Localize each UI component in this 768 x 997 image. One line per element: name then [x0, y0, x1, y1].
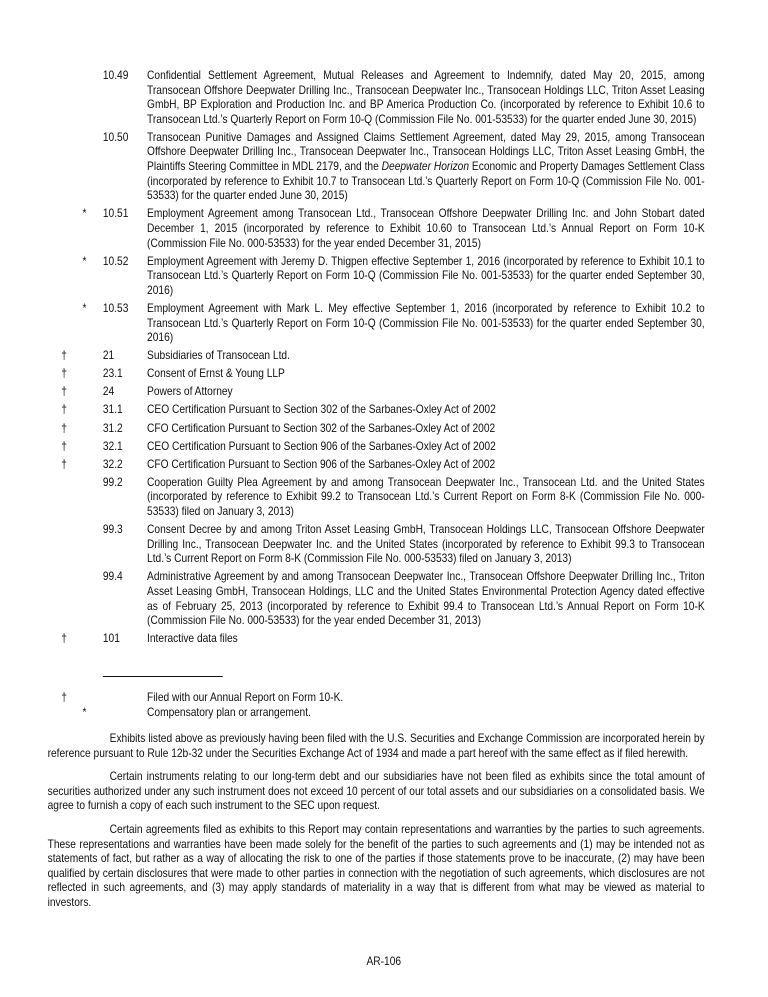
exhibit-row — [0, 68, 768, 126]
description-text: Economic and Property Damages Settlement Class (incorporated by reference to Exhibit 10.7 to Transocean Ltd.’s Quarterly Report on Form 10-Q (Commission File No. 001-53533) for the quarter ended June 30, 2015) — [147, 159, 705, 203]
exhibit-number: 31.1 — [102, 402, 123, 417]
exhibit-row — [0, 384, 768, 399]
description-text: Employment Agreement among Transocean Ltd., Transocean Offshore Deepwater Drilling Inc. and John Stobart dated December 1, 2015 (incorporated by reference to Exhibit 10.60 to Transocean Ltd.’s Annual Report on Form 10-K (Commission File No. 000-53533) for the year ended December 31, 2015) — [147, 206, 705, 250]
description-text: Interactive data files — [147, 631, 238, 646]
exhibit-description — [147, 254, 705, 298]
exhibit-marker: † — [61, 456, 67, 471]
exhibit-number: 32.1 — [102, 438, 123, 453]
description-text: Consent Decree by and among Triton Asset Leasing GmbH, Transocean Holdings LLC, Transocean Offshore Deepwater Drilling Inc., Transocean Deepwater Inc. and the United States (incorporated by reference to Exhibit 99.3 to Transocean Ltd.’s Current Report on Form 8-K (Commission File No. 000-53533) filed on January 3, 2013) — [147, 522, 705, 566]
description-italic: Deepwater Horizon — [381, 159, 470, 174]
paragraph: Certain agreements filed as exhibits to this Report may contain representations and warranties by the parties to such agreements. These representations and warranties have been made solely for the benefit of the parties to such agreements and (1) may be intended not as statements of fact, but rather as a way of allocating the risk to one of the parties if those statements prove to be inaccurate, (2) may have been qualified by certain disclosures that were made to other parties in connection with the negotiation of such agreements, which disclosures are not reflected in such agreements, and (3) may apply standards of materiality in a way that is different from what may be viewed as material to investors. — [47, 821, 705, 909]
exhibit-row — [0, 522, 768, 566]
exhibit-number: 21 — [102, 348, 115, 363]
exhibit-number: 10.52 — [102, 253, 129, 268]
exhibit-description — [147, 569, 705, 627]
exhibit-description — [147, 130, 705, 203]
exhibit-number: 99.2 — [102, 474, 123, 489]
exhibit-marker: * — [82, 253, 87, 268]
exhibit-number: 10.50 — [102, 129, 129, 144]
description-text: Subsidiaries of Transocean Ltd. — [147, 348, 290, 363]
exhibit-number: 101 — [102, 631, 120, 646]
description-text: Transocean Punitive Damages and Assigned Claims Settlement Agreement, dated May 29, 2015, among Transocean Offshore Deepwater Drilling Inc., Transocean Deepwater Inc., Transocean Holdings LLC, Triton Asset Leasing GmbH, the Plaintiffs Steering Committee in MDL 2179, and the — [147, 129, 705, 174]
description-text: CFO Certification Pursuant to Section 906 of the Sarbanes-Oxley Act of 2002 — [147, 456, 496, 471]
exhibit-row — [0, 130, 768, 203]
footnote-text: Filed with our Annual Report on Form 10-K. — [147, 690, 344, 704]
body-text — [48, 731, 705, 919]
footnote-divider — [103, 676, 223, 677]
exhibit-row — [0, 402, 768, 417]
description-text: CEO Certification Pursuant to Section 302 of the Sarbanes-Oxley Act of 2002 — [147, 402, 496, 417]
description-text: Powers of Attorney — [147, 384, 233, 399]
exhibit-number: 23.1 — [102, 366, 123, 381]
exhibit-description — [147, 366, 705, 381]
exhibit-description — [147, 439, 705, 454]
exhibit-row — [0, 348, 768, 363]
paragraph: Certain instruments relating to our long-term debt and our subsidiaries have not been filed as exhibits since the total amount of securities authorized under any such instrument does not exceed 10 percent of our total assets and our subsidiaries on a consolidated basis. We agree to furnish a copy of each such instrument to the SEC upon request. — [47, 769, 705, 813]
description-text: Employment Agreement with Jeremy D. Thigpen effective September 1, 2016 (incorporated by reference to Exhibit 10.1 to Transocean Ltd.’s Quarterly Report on Form 10-Q (Commission File No. 001-53533) for the quarter ended September 30, 2016) — [147, 253, 705, 297]
exhibit-description — [147, 206, 705, 250]
exhibit-description — [147, 421, 705, 436]
description-text: Cooperation Guilty Plea Agreement by and among Transocean Deepwater Inc., Transocean Ltd. and the United States (incorporated by reference to Exhibit 99.2 to Transocean Ltd.’s Current Report on Form 8-K (Commission File No. 000-53533) filed on January 3, 2013) — [147, 474, 705, 519]
exhibit-description — [147, 402, 705, 417]
exhibit-row — [0, 301, 768, 345]
page-number: AR-106 — [366, 954, 402, 968]
exhibit-number: 10.51 — [102, 206, 129, 221]
exhibit-marker: † — [61, 420, 67, 435]
footnote-marker: * — [82, 705, 87, 719]
exhibit-number: 10.49 — [102, 68, 129, 82]
paragraph: Exhibits listed above as previously having been filed with the U.S. Securities and Exchange Commission are incorporated herein by reference pursuant to Rule 12b-32 under the Securities Exchange Act of 1934 and made a part hereof with the same effect as if filed herewith. — [47, 731, 705, 760]
exhibit-number: 99.4 — [102, 569, 123, 584]
description-text: CEO Certification Pursuant to Section 906 of the Sarbanes-Oxley Act of 2002 — [147, 438, 496, 453]
exhibit-row — [0, 439, 768, 454]
exhibit-marker: † — [61, 402, 67, 417]
exhibit-description — [147, 301, 705, 345]
exhibit-marker: † — [61, 438, 67, 453]
description-text: Employment Agreement with Mark L. Mey effective September 1, 2016 (incorporated by reference to Exhibit 10.2 to Transocean Ltd.’s Quarterly Report on Form 10-Q (Commission File No. 001-53533) for the quarter ended September 30, 2016) — [147, 300, 705, 345]
exhibit-row — [0, 206, 768, 250]
exhibit-number: 32.2 — [102, 456, 123, 471]
exhibit-number: 10.53 — [102, 300, 129, 315]
exhibit-number: 31.2 — [102, 420, 123, 435]
exhibit-description — [147, 68, 705, 126]
exhibit-list — [0, 68, 768, 649]
exhibit-marker: † — [61, 631, 67, 646]
exhibit-description — [147, 348, 705, 363]
exhibit-description — [147, 457, 705, 472]
exhibit-number: 24 — [102, 384, 115, 399]
exhibit-row — [0, 254, 768, 298]
exhibit-marker: † — [61, 366, 67, 381]
exhibit-row — [0, 421, 768, 436]
exhibit-marker: * — [82, 206, 87, 221]
description-text: Confidential Settlement Agreement, Mutual Releases and Agreement to Indemnify, dated May 20, 2015, among Transocean Offshore Deepwater Drilling Inc., Transocean Deepwater Inc., Transocean Holdings LLC, Triton Asset Leasing GmbH, BP Exploration and Production Inc. and BP America Production Co. (incorporated by reference to Exhibit 10.6 to Transocean Ltd.’s Quarterly Report on Form 10-Q (Commission File No. 001-53533) for the quarter ended June 30, 2015) — [147, 68, 705, 126]
exhibit-row — [0, 475, 768, 519]
description-text: Administrative Agreement by and among Transocean Deepwater Inc., Transocean Offshore Deepwater Drilling Inc., Triton Asset Leasing GmbH, Transocean Holdings, LLC and the United States Environmental Protection Agency dated effective as of February 25, 2013 (incorporated by reference to Exhibit 99.4 to Transocean Ltd.’s Annual Report on Form 10-K (Commission File No. 000-53533) for the year ended December 31, 2013) — [147, 569, 705, 628]
exhibit-row — [0, 569, 768, 627]
exhibit-description — [147, 475, 705, 519]
exhibit-number: 99.3 — [102, 522, 123, 537]
footnote-text: Compensatory plan or arrangement. — [147, 705, 311, 719]
exhibit-row — [0, 457, 768, 472]
description-text: Consent of Ernst & Young LLP — [147, 366, 285, 381]
exhibit-description — [147, 631, 705, 646]
exhibit-marker: † — [61, 348, 67, 363]
description-text: CFO Certification Pursuant to Section 302 of the Sarbanes-Oxley Act of 2002 — [147, 420, 496, 435]
exhibit-description — [147, 522, 705, 566]
exhibit-row — [0, 631, 768, 646]
footnote-marker: † — [61, 690, 67, 704]
exhibit-marker: † — [61, 384, 67, 399]
exhibit-row — [0, 366, 768, 381]
exhibit-marker: * — [82, 300, 87, 315]
exhibit-description — [147, 384, 705, 399]
